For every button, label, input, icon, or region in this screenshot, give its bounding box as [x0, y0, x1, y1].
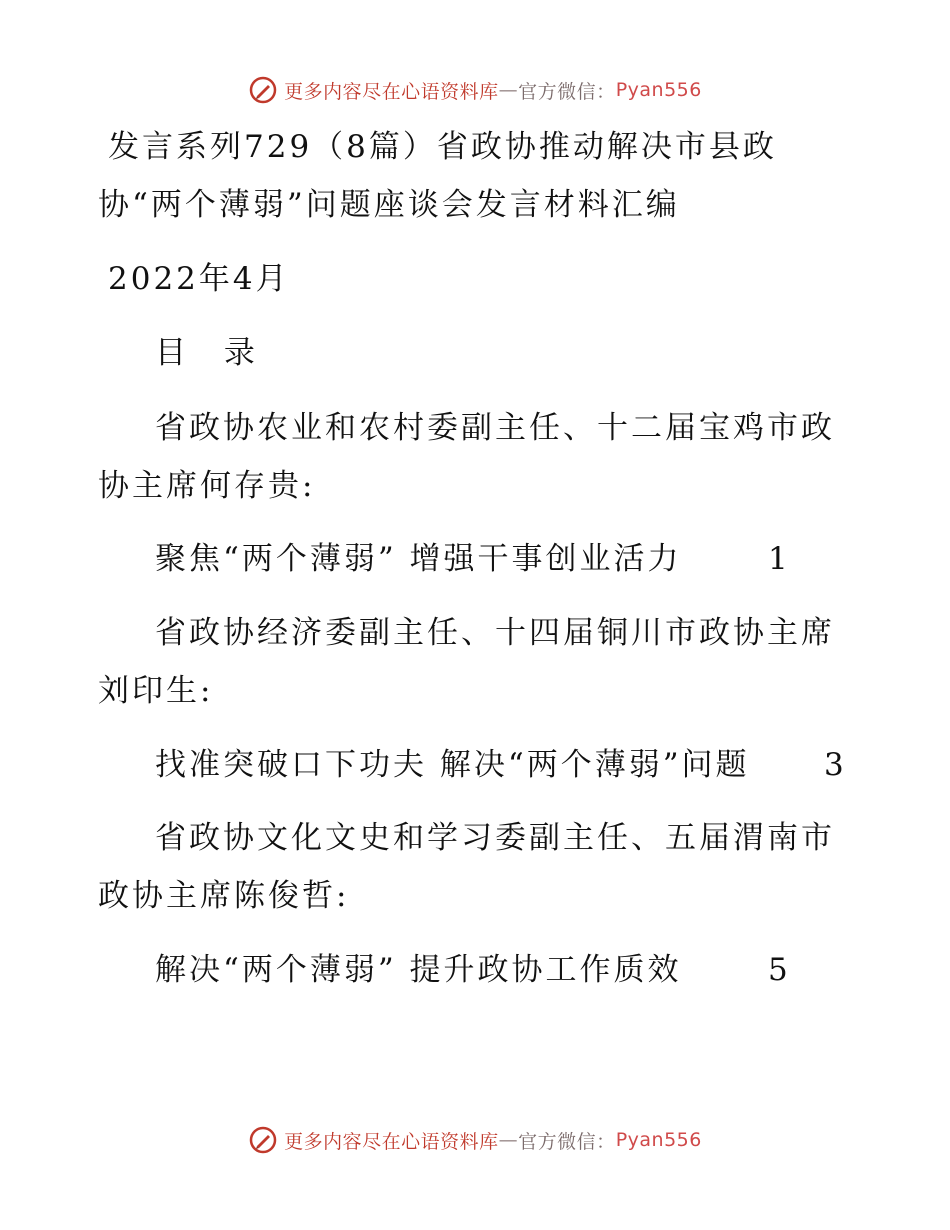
toc-article-title: 找准突破口下功夫 解决“两个薄弱”问题: [155, 747, 750, 783]
toc-speaker-line-2: 刘印生:: [98, 673, 214, 709]
toc-speaker-line-2: 政协主席陈俊哲:: [98, 878, 350, 914]
document-title-line-2: 协“两个薄弱”问题座谈会发言材料汇编: [98, 187, 680, 223]
toc-page-number: 5: [768, 952, 788, 988]
toc-article-title: 解决“两个薄弱” 提升政协工作质效: [155, 952, 682, 988]
pen-logo-icon: [248, 1125, 278, 1155]
toc-speaker-line-1: 省政协农业和农村委副主任、十二届宝鸡市政: [155, 410, 835, 446]
document-date: 2022年4月: [108, 261, 290, 297]
toc-heading: 目 录: [155, 335, 269, 371]
watermark-separator: —: [498, 1129, 519, 1151]
toc-page-number: 1: [768, 541, 788, 577]
watermark-main-text: 更多内容尽在心语资料库: [284, 80, 499, 103]
toc-page-number: 3: [824, 747, 844, 783]
watermark-official-label: 官方微信：: [518, 80, 616, 103]
pen-logo-icon: [248, 75, 278, 105]
toc-speaker-line-1: 省政协文化文史和学习委副主任、五届渭南市: [155, 820, 835, 856]
watermark-separator: —: [498, 79, 519, 101]
watermark-official-label: 官方微信：: [518, 1130, 616, 1153]
watermark-wechat-id: Pyan556: [615, 1129, 702, 1151]
watermark-header: [0, 70, 950, 110]
toc-speaker-line-1: 省政协经济委副主任、十四届铜川市政协主席: [155, 615, 835, 651]
watermark-wechat-id: Pyan556: [615, 79, 702, 101]
watermark-footer: [0, 1120, 950, 1160]
toc-speaker-line-2: 协主席何存贵:: [98, 468, 316, 504]
toc-article-title: 聚焦“两个薄弱” 增强干事创业活力: [155, 541, 682, 577]
document-title-line-1: 发言系列729（8篇）省政协推动解决市县政: [108, 129, 777, 165]
watermark-main-text: 更多内容尽在心语资料库: [284, 1130, 499, 1153]
